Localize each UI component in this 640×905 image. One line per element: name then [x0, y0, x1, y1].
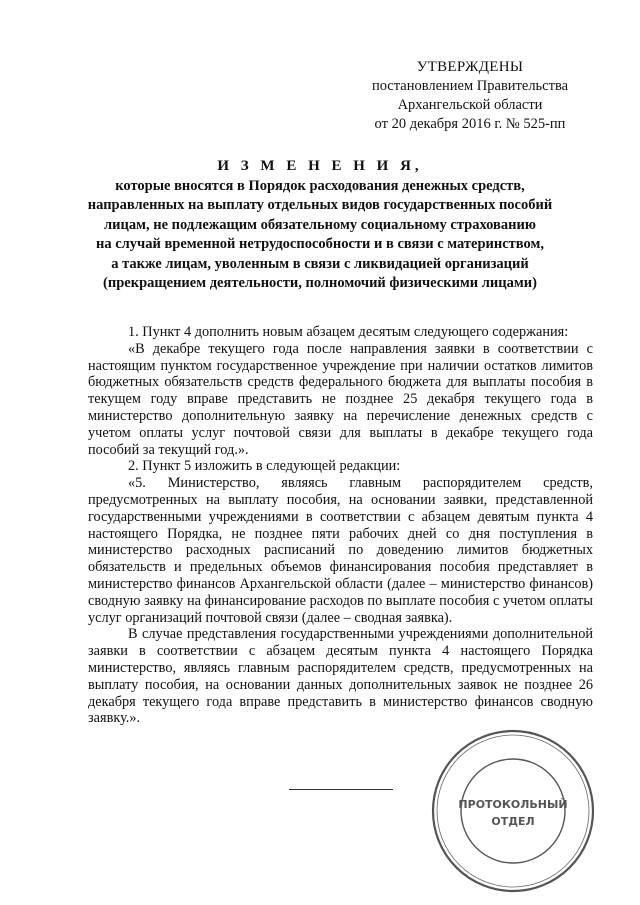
approval-heading: УТВЕРЖДЕНЫ [416, 59, 524, 75]
stamp-center-line-1: ПРОТОКОЛЬНЫЙ [458, 798, 568, 811]
title-subtitle-line: лицам, не подлежащим обязательному социальному страхованию [104, 216, 536, 233]
document-title [60, 157, 580, 294]
title-subtitle-line: (прекращением деятельности, полномочий физическими лицами) [103, 275, 537, 291]
title-subtitle-line: которые вносятся в Порядок расходования денежных средств, [115, 177, 525, 194]
title-subtitle-line: направленных на выплату отдельных видов государственных пособий [87, 197, 553, 213]
title-main: И З М Е Н Е Н И Я, [217, 158, 423, 174]
stamp-outer-ring-inner [437, 735, 589, 887]
official-stamp [430, 728, 596, 894]
paragraph-1: 1. Пункт 4 дополнить новым абзацем десятым следующего содержания: [128, 324, 569, 340]
paragraph-3: 2. Пункт 5 изложить в следующей редакции: [128, 458, 401, 475]
paragraph-5: В случае представления государственными учреждениями дополнительной заявки в соответствии с абзацем десятым пункта 4 настоящего Порядка министерство, являясь главным распорядителем средств, предусмотренных на выплату пособия, на основании данных дополнительных заявок не позднее 26 декабря текущего года вправе представить в министерство финансов сводную заявку.». [88, 626, 593, 727]
paragraph-4: «5. Министерство, являясь главным распорядителем средств, предусмотренных на выплату пособия, на основании заявки, представленной государственными учреждениями в соответствии с абзацем девятым пункта 4 настоящего Порядка, не позднее пяти рабочих дней со дня поступления в министерство расходных расписаний по доведению лимитов бюджетных обязательств и предельных объемов финансирования пособия представляет в министерство финансов Архангельской области (далее – министерство финансов) сводную заявку на финансирование расходов по выплате пособия с учетом оплаты услуг организаций почтовой связи (далее – сводная заявка). [88, 475, 593, 626]
document-body [88, 324, 593, 727]
paragraph-2: «В декабре текущего года после направления заявки в соответствии с настоящим пунктом государственное учреждение при наличии остатков лимитов бюджетных обязательств средств федерального бюджета для выплаты пособия в текущем году вправе представить не позднее 25 декабря текущего года в министерство дополнительную заявку на перечисление денежных средств с учетом оплаты услуг почтовой связи для выплаты в декабре текущего года пособий за текущий год.». [88, 340, 593, 458]
approval-line-1: постановлением Правительства [371, 78, 569, 94]
separator-line [289, 789, 393, 790]
approval-line-3: от 20 декабря 2016 г. № 525-пп [374, 116, 566, 132]
title-subtitle-line: а также лицам, уволенным в связи с ликвидацией организаций [111, 255, 529, 272]
stamp-outer-ring [433, 731, 593, 891]
approval-block [350, 58, 590, 134]
title-subtitle-line: на случай временной нетрудоспособности и в связи с материнством, [95, 236, 544, 252]
stamp-inner-ring [461, 759, 565, 863]
approval-line-2: Архангельской области [397, 97, 543, 113]
stamp-center-line-2: ОТДЕЛ [491, 815, 535, 828]
